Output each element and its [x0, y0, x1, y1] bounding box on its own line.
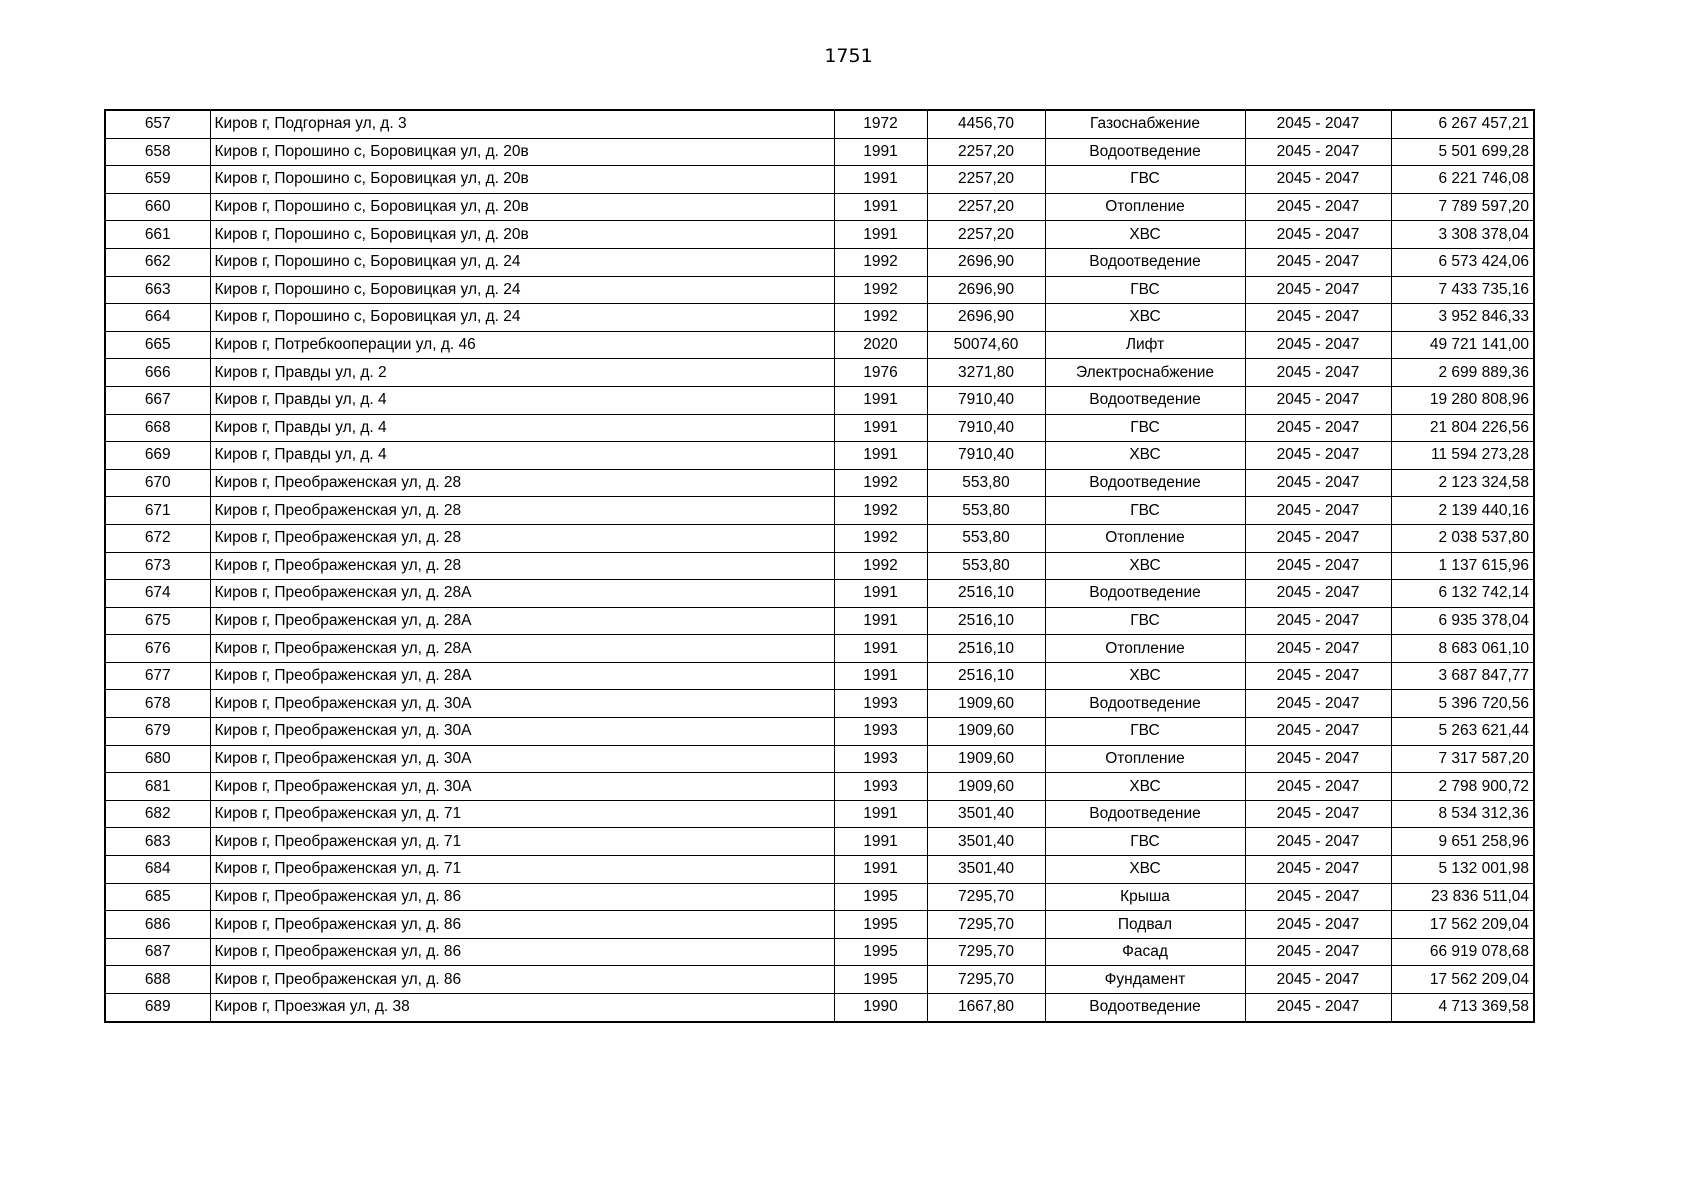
table-row [105, 856, 1534, 884]
year-cell: 1990 [834, 994, 927, 1022]
period-cell: 2045 - 2047 [1245, 331, 1391, 359]
work-type-cell: Водоотведение [1045, 994, 1245, 1022]
work-type-cell: ГВС [1045, 497, 1245, 525]
work-type-cell: ГВС [1045, 276, 1245, 304]
period-cell: 2045 - 2047 [1245, 524, 1391, 552]
period-cell: 2045 - 2047 [1245, 469, 1391, 497]
area-cell: 3501,40 [927, 800, 1045, 828]
work-type-cell: Крыша [1045, 883, 1245, 911]
row-number: 670 [105, 469, 210, 497]
period-cell: 2045 - 2047 [1245, 138, 1391, 166]
cost-cell: 3 687 847,77 [1391, 662, 1534, 690]
year-cell: 1993 [834, 718, 927, 746]
address-cell: Киров г, Правды ул, д. 4 [210, 386, 834, 414]
page-number: 1751 [824, 45, 873, 67]
work-type-cell: Отопление [1045, 524, 1245, 552]
table-row [105, 662, 1534, 690]
cost-cell: 5 396 720,56 [1391, 690, 1534, 718]
period-cell: 2045 - 2047 [1245, 662, 1391, 690]
cost-cell: 3 952 846,33 [1391, 304, 1534, 332]
address-cell: Киров г, Порошино с, Боровицкая ул, д. 20в [210, 221, 834, 249]
row-number: 675 [105, 607, 210, 635]
row-number: 665 [105, 331, 210, 359]
row-number: 676 [105, 635, 210, 663]
address-cell: Киров г, Порошино с, Боровицкая ул, д. 24 [210, 304, 834, 332]
address-cell: Киров г, Преображенская ул, д. 86 [210, 883, 834, 911]
address-cell: Киров г, Преображенская ул, д. 86 [210, 911, 834, 939]
address-cell: Киров г, Порошино с, Боровицкая ул, д. 20в [210, 166, 834, 194]
table-row [105, 635, 1534, 663]
row-number: 686 [105, 911, 210, 939]
table-row [105, 414, 1534, 442]
area-cell: 553,80 [927, 497, 1045, 525]
work-type-cell: ГВС [1045, 607, 1245, 635]
table-row [105, 718, 1534, 746]
work-type-cell: ГВС [1045, 166, 1245, 194]
year-cell: 1991 [834, 828, 927, 856]
year-cell: 1993 [834, 773, 927, 801]
period-cell: 2045 - 2047 [1245, 994, 1391, 1022]
work-type-cell: ХВС [1045, 221, 1245, 249]
area-cell: 7295,70 [927, 883, 1045, 911]
address-cell: Киров г, Потребкооперации ул, д. 46 [210, 331, 834, 359]
period-cell: 2045 - 2047 [1245, 966, 1391, 994]
table-row [105, 773, 1534, 801]
area-cell: 7295,70 [927, 938, 1045, 966]
area-cell: 1909,60 [927, 773, 1045, 801]
cost-cell: 9 651 258,96 [1391, 828, 1534, 856]
row-number: 678 [105, 690, 210, 718]
year-cell: 1991 [834, 635, 927, 663]
cost-cell: 2 798 900,72 [1391, 773, 1534, 801]
area-cell: 2257,20 [927, 166, 1045, 194]
work-type-cell: ХВС [1045, 442, 1245, 470]
row-number: 663 [105, 276, 210, 304]
row-number: 669 [105, 442, 210, 470]
area-cell: 7910,40 [927, 442, 1045, 470]
period-cell: 2045 - 2047 [1245, 938, 1391, 966]
work-type-cell: Подвал [1045, 911, 1245, 939]
year-cell: 1992 [834, 469, 927, 497]
period-cell: 2045 - 2047 [1245, 745, 1391, 773]
cost-cell: 6 221 746,08 [1391, 166, 1534, 194]
table-row [105, 690, 1534, 718]
year-cell: 1993 [834, 745, 927, 773]
table-row [105, 331, 1534, 359]
cost-cell: 23 836 511,04 [1391, 883, 1534, 911]
row-number: 683 [105, 828, 210, 856]
address-cell: Киров г, Преображенская ул, д. 28А [210, 635, 834, 663]
work-type-cell: Отопление [1045, 635, 1245, 663]
work-type-cell: ХВС [1045, 773, 1245, 801]
year-cell: 1995 [834, 938, 927, 966]
cost-cell: 66 919 078,68 [1391, 938, 1534, 966]
area-cell: 2257,20 [927, 138, 1045, 166]
year-cell: 1991 [834, 607, 927, 635]
year-cell: 2020 [834, 331, 927, 359]
cost-cell: 6 132 742,14 [1391, 580, 1534, 608]
address-cell: Киров г, Порошино с, Боровицкая ул, д. 24 [210, 276, 834, 304]
table-row [105, 828, 1534, 856]
area-cell: 2696,90 [927, 276, 1045, 304]
table-row [105, 110, 1534, 138]
cost-cell: 1 137 615,96 [1391, 552, 1534, 580]
work-type-cell: Лифт [1045, 331, 1245, 359]
table-row [105, 966, 1534, 994]
table-row [105, 469, 1534, 497]
cost-cell: 6 935 378,04 [1391, 607, 1534, 635]
row-number: 664 [105, 304, 210, 332]
row-number: 689 [105, 994, 210, 1022]
year-cell: 1993 [834, 690, 927, 718]
cost-cell: 49 721 141,00 [1391, 331, 1534, 359]
row-number: 684 [105, 856, 210, 884]
year-cell: 1991 [834, 580, 927, 608]
work-type-cell: Водоотведение [1045, 469, 1245, 497]
cost-cell: 6 267 457,21 [1391, 110, 1534, 138]
work-type-cell: Электроснабжение [1045, 359, 1245, 387]
cost-cell: 6 573 424,06 [1391, 248, 1534, 276]
row-number: 660 [105, 193, 210, 221]
address-cell: Киров г, Преображенская ул, д. 30А [210, 718, 834, 746]
address-cell: Киров г, Правды ул, д. 4 [210, 414, 834, 442]
period-cell: 2045 - 2047 [1245, 497, 1391, 525]
work-type-cell: ХВС [1045, 662, 1245, 690]
address-cell: Киров г, Подгорная ул, д. 3 [210, 110, 834, 138]
period-cell: 2045 - 2047 [1245, 828, 1391, 856]
row-number: 659 [105, 166, 210, 194]
table-row [105, 166, 1534, 194]
cost-cell: 5 501 699,28 [1391, 138, 1534, 166]
period-cell: 2045 - 2047 [1245, 414, 1391, 442]
row-number: 658 [105, 138, 210, 166]
cost-cell: 7 433 735,16 [1391, 276, 1534, 304]
cost-cell: 17 562 209,04 [1391, 966, 1534, 994]
address-cell: Киров г, Порошино с, Боровицкая ул, д. 24 [210, 248, 834, 276]
period-cell: 2045 - 2047 [1245, 221, 1391, 249]
row-number: 671 [105, 497, 210, 525]
period-cell: 2045 - 2047 [1245, 883, 1391, 911]
table-row [105, 994, 1534, 1022]
year-cell: 1991 [834, 193, 927, 221]
work-type-cell: Водоотведение [1045, 690, 1245, 718]
work-type-cell: Водоотведение [1045, 580, 1245, 608]
area-cell: 553,80 [927, 469, 1045, 497]
address-cell: Киров г, Порошино с, Боровицкая ул, д. 20в [210, 138, 834, 166]
cost-cell: 2 699 889,36 [1391, 359, 1534, 387]
year-cell: 1992 [834, 248, 927, 276]
table-row [105, 800, 1534, 828]
row-number: 662 [105, 248, 210, 276]
year-cell: 1995 [834, 883, 927, 911]
year-cell: 1992 [834, 304, 927, 332]
work-type-cell: Отопление [1045, 745, 1245, 773]
table-row [105, 138, 1534, 166]
period-cell: 2045 - 2047 [1245, 304, 1391, 332]
period-cell: 2045 - 2047 [1245, 166, 1391, 194]
period-cell: 2045 - 2047 [1245, 193, 1391, 221]
period-cell: 2045 - 2047 [1245, 635, 1391, 663]
year-cell: 1991 [834, 138, 927, 166]
year-cell: 1992 [834, 497, 927, 525]
period-cell: 2045 - 2047 [1245, 248, 1391, 276]
year-cell: 1991 [834, 221, 927, 249]
period-cell: 2045 - 2047 [1245, 552, 1391, 580]
year-cell: 1991 [834, 800, 927, 828]
area-cell: 7910,40 [927, 386, 1045, 414]
year-cell: 1991 [834, 166, 927, 194]
row-number: 682 [105, 800, 210, 828]
area-cell: 2696,90 [927, 248, 1045, 276]
cost-cell: 17 562 209,04 [1391, 911, 1534, 939]
row-number: 673 [105, 552, 210, 580]
work-type-cell: ХВС [1045, 856, 1245, 884]
period-cell: 2045 - 2047 [1245, 773, 1391, 801]
cost-cell: 2 038 537,80 [1391, 524, 1534, 552]
cost-cell: 11 594 273,28 [1391, 442, 1534, 470]
work-type-cell: Водоотведение [1045, 248, 1245, 276]
address-cell: Киров г, Правды ул, д. 4 [210, 442, 834, 470]
period-cell: 2045 - 2047 [1245, 442, 1391, 470]
year-cell: 1992 [834, 276, 927, 304]
table-row [105, 607, 1534, 635]
table-row [105, 911, 1534, 939]
area-cell: 2516,10 [927, 662, 1045, 690]
period-cell: 2045 - 2047 [1245, 580, 1391, 608]
row-number: 688 [105, 966, 210, 994]
cost-cell: 2 139 440,16 [1391, 497, 1534, 525]
area-cell: 4456,70 [927, 110, 1045, 138]
area-cell: 2696,90 [927, 304, 1045, 332]
year-cell: 1992 [834, 524, 927, 552]
area-cell: 2516,10 [927, 580, 1045, 608]
area-cell: 3501,40 [927, 828, 1045, 856]
cost-cell: 5 263 621,44 [1391, 718, 1534, 746]
work-type-cell: ХВС [1045, 304, 1245, 332]
table-row [105, 442, 1534, 470]
period-cell: 2045 - 2047 [1245, 110, 1391, 138]
cost-cell: 8 534 312,36 [1391, 800, 1534, 828]
period-cell: 2045 - 2047 [1245, 690, 1391, 718]
work-type-cell: Водоотведение [1045, 800, 1245, 828]
work-type-cell: Фасад [1045, 938, 1245, 966]
area-cell: 553,80 [927, 552, 1045, 580]
work-type-cell: Отопление [1045, 193, 1245, 221]
cost-cell: 19 280 808,96 [1391, 386, 1534, 414]
registry-body [105, 110, 1534, 1022]
row-number: 679 [105, 718, 210, 746]
table-row [105, 497, 1534, 525]
period-cell: 2045 - 2047 [1245, 386, 1391, 414]
work-type-cell: ХВС [1045, 552, 1245, 580]
address-cell: Киров г, Преображенская ул, д. 71 [210, 800, 834, 828]
table-row [105, 552, 1534, 580]
table-row [105, 193, 1534, 221]
row-number: 681 [105, 773, 210, 801]
address-cell: Киров г, Преображенская ул, д. 71 [210, 828, 834, 856]
area-cell: 2257,20 [927, 193, 1045, 221]
table-row [105, 386, 1534, 414]
work-type-cell: ГВС [1045, 718, 1245, 746]
row-number: 661 [105, 221, 210, 249]
address-cell: Киров г, Преображенская ул, д. 28 [210, 497, 834, 525]
period-cell: 2045 - 2047 [1245, 911, 1391, 939]
address-cell: Киров г, Преображенская ул, д. 86 [210, 966, 834, 994]
period-cell: 2045 - 2047 [1245, 718, 1391, 746]
work-type-cell: ГВС [1045, 828, 1245, 856]
year-cell: 1995 [834, 966, 927, 994]
area-cell: 1909,60 [927, 718, 1045, 746]
area-cell: 3501,40 [927, 856, 1045, 884]
table-row [105, 938, 1534, 966]
year-cell: 1991 [834, 442, 927, 470]
year-cell: 1991 [834, 414, 927, 442]
address-cell: Киров г, Проезжая ул, д. 38 [210, 994, 834, 1022]
area-cell: 50074,60 [927, 331, 1045, 359]
year-cell: 1991 [834, 662, 927, 690]
cost-cell: 7 789 597,20 [1391, 193, 1534, 221]
area-cell: 1909,60 [927, 690, 1045, 718]
cost-cell: 4 713 369,58 [1391, 994, 1534, 1022]
row-number: 672 [105, 524, 210, 552]
address-cell: Киров г, Преображенская ул, д. 30А [210, 773, 834, 801]
area-cell: 553,80 [927, 524, 1045, 552]
address-cell: Киров г, Преображенская ул, д. 86 [210, 938, 834, 966]
year-cell: 1995 [834, 911, 927, 939]
work-type-cell: Водоотведение [1045, 138, 1245, 166]
address-cell: Киров г, Преображенская ул, д. 28А [210, 607, 834, 635]
period-cell: 2045 - 2047 [1245, 607, 1391, 635]
cost-cell: 3 308 378,04 [1391, 221, 1534, 249]
address-cell: Киров г, Порошино с, Боровицкая ул, д. 20в [210, 193, 834, 221]
area-cell: 1667,80 [927, 994, 1045, 1022]
row-number: 687 [105, 938, 210, 966]
area-cell: 2257,20 [927, 221, 1045, 249]
year-cell: 1976 [834, 359, 927, 387]
period-cell: 2045 - 2047 [1245, 800, 1391, 828]
address-cell: Киров г, Преображенская ул, д. 28 [210, 552, 834, 580]
year-cell: 1992 [834, 552, 927, 580]
address-cell: Киров г, Преображенская ул, д. 30А [210, 745, 834, 773]
work-type-cell: Водоотведение [1045, 386, 1245, 414]
row-number: 666 [105, 359, 210, 387]
work-type-cell: ГВС [1045, 414, 1245, 442]
address-cell: Киров г, Преображенская ул, д. 30А [210, 690, 834, 718]
year-cell: 1972 [834, 110, 927, 138]
address-cell: Киров г, Преображенская ул, д. 28А [210, 580, 834, 608]
area-cell: 7295,70 [927, 966, 1045, 994]
table-row [105, 883, 1534, 911]
cost-cell: 2 123 324,58 [1391, 469, 1534, 497]
row-number: 674 [105, 580, 210, 608]
period-cell: 2045 - 2047 [1245, 856, 1391, 884]
cost-cell: 8 683 061,10 [1391, 635, 1534, 663]
row-number: 667 [105, 386, 210, 414]
table-row [105, 359, 1534, 387]
area-cell: 7910,40 [927, 414, 1045, 442]
address-cell: Киров г, Преображенская ул, д. 71 [210, 856, 834, 884]
registry-table [104, 109, 1535, 1023]
table-row [105, 524, 1534, 552]
cost-cell: 7 317 587,20 [1391, 745, 1534, 773]
cost-cell: 21 804 226,56 [1391, 414, 1534, 442]
address-cell: Киров г, Преображенская ул, д. 28 [210, 469, 834, 497]
table-row [105, 304, 1534, 332]
area-cell: 3271,80 [927, 359, 1045, 387]
row-number: 680 [105, 745, 210, 773]
cost-cell: 5 132 001,98 [1391, 856, 1534, 884]
row-number: 685 [105, 883, 210, 911]
area-cell: 2516,10 [927, 635, 1045, 663]
year-cell: 1991 [834, 856, 927, 884]
table-row [105, 276, 1534, 304]
address-cell: Киров г, Правды ул, д. 2 [210, 359, 834, 387]
table-row [105, 745, 1534, 773]
address-cell: Киров г, Преображенская ул, д. 28А [210, 662, 834, 690]
work-type-cell: Фундамент [1045, 966, 1245, 994]
address-cell: Киров г, Преображенская ул, д. 28 [210, 524, 834, 552]
period-cell: 2045 - 2047 [1245, 359, 1391, 387]
work-type-cell: Газоснабжение [1045, 110, 1245, 138]
row-number: 677 [105, 662, 210, 690]
row-number: 668 [105, 414, 210, 442]
area-cell: 2516,10 [927, 607, 1045, 635]
row-number: 657 [105, 110, 210, 138]
table-row [105, 221, 1534, 249]
table-row [105, 580, 1534, 608]
area-cell: 1909,60 [927, 745, 1045, 773]
period-cell: 2045 - 2047 [1245, 276, 1391, 304]
area-cell: 7295,70 [927, 911, 1045, 939]
year-cell: 1991 [834, 386, 927, 414]
table-row [105, 248, 1534, 276]
